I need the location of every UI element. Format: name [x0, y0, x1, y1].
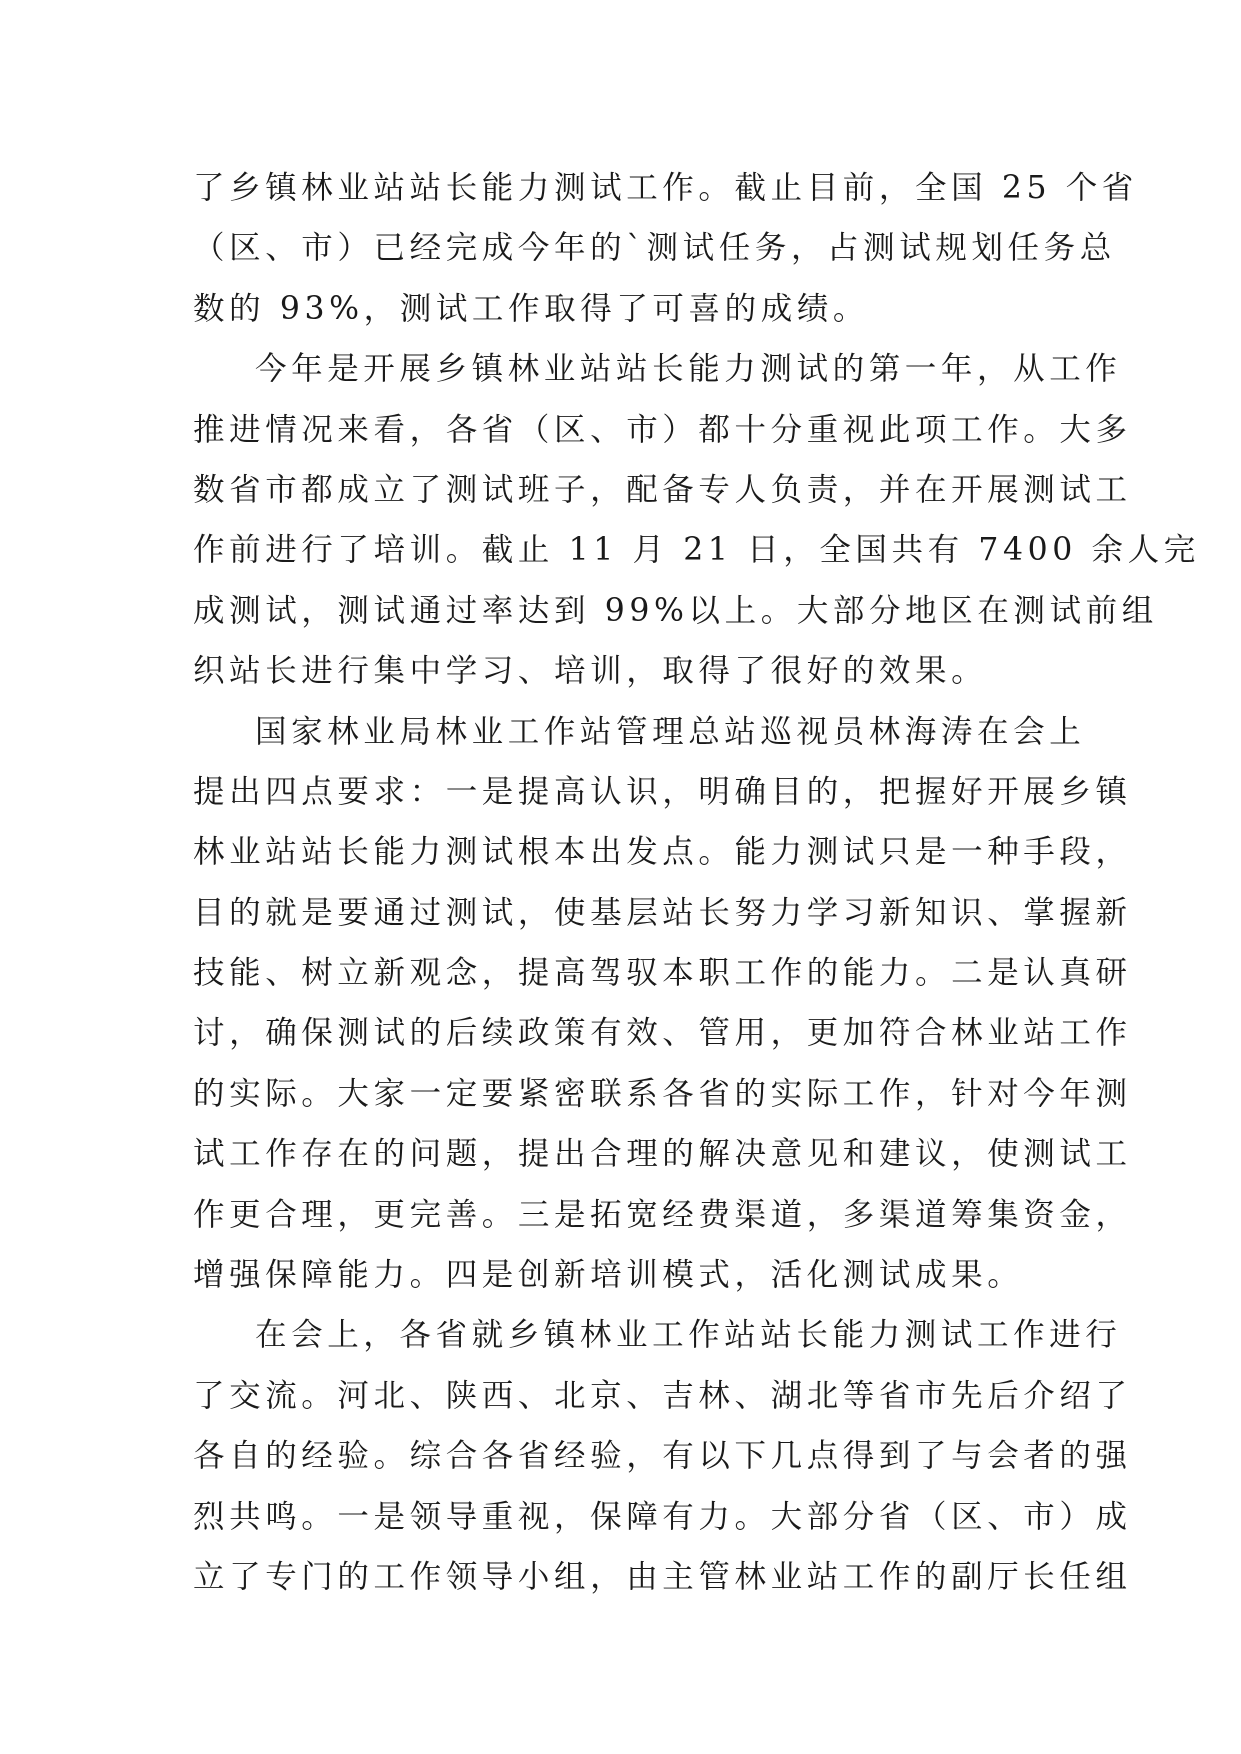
text-line: 数的 93%，测试工作取得了可喜的成绩。: [193, 290, 870, 327]
text-line: 国家林业局林业工作站管理总站巡视员林海涛在会上: [255, 713, 1086, 750]
text-line: （区、市）已经完成今年的`测试任务，占测试规划任务总: [193, 230, 1116, 267]
text-line: 提出四点要求：一是提高认识，明确目的，把握好开展乡镇: [193, 773, 1132, 810]
text-line: 林业站站长能力测试根本出发点。能力测试只是一种手段，: [193, 834, 1132, 871]
text-line: 数省市都成立了测试班子，配备专人负责，并在开展测试工: [193, 471, 1132, 508]
text-line: 讨，确保测试的后续政策有效、管用，更加符合林业站工作: [193, 1015, 1132, 1052]
text-line: 作前进行了培训。截止 11 月 21 日，全国共有 7400 余人完: [193, 532, 1200, 569]
text-line: 各自的经验。综合各省经验，有以下几点得到了与会者的强: [193, 1438, 1132, 1475]
body-text: [193, 158, 1200, 1607]
text-line: 目的就是要通过测试，使基层站长努力学习新知识、掌握新: [193, 894, 1132, 931]
text-line: 在会上，各省就乡镇林业工作站站长能力测试工作进行: [255, 1317, 1122, 1354]
text-line: 立了专门的工作领导小组，由主管林业站工作的副厅长任组: [193, 1558, 1132, 1595]
text-line: 作更合理，更完善。三是拓宽经费渠道，多渠道筹集资金，: [193, 1196, 1132, 1233]
text-line: 推进情况来看，各省（区、市）都十分重视此项工作。大多: [193, 411, 1132, 448]
text-line: 了交流。河北、陕西、北京、吉林、湖北等省市先后介绍了: [193, 1377, 1132, 1414]
text-line: 成测试，测试通过率达到 99%以上。大部分地区在测试前组: [193, 592, 1158, 629]
text-line: 技能、树立新观念，提高驾驭本职工作的能力。二是认真研: [193, 955, 1132, 992]
text-line: 的实际。大家一定要紧密联系各省的实际工作，针对今年测: [193, 1075, 1132, 1112]
text-line: 烈共鸣。一是领导重视，保障有力。大部分省（区、市）成: [193, 1498, 1132, 1535]
text-line: 今年是开展乡镇林业站站长能力测试的第一年，从工作: [255, 351, 1122, 388]
text-line: 增强保障能力。四是创新培训模式，活化测试成果。: [193, 1257, 1024, 1294]
text-line: 了乡镇林业站站长能力测试工作。截止目前，全国 25 个省: [193, 170, 1138, 206]
text-line: 织站长进行集中学习、培训，取得了很好的效果。: [193, 653, 988, 690]
text-line: 试工作存在的问题，提出合理的解决意见和建议，使测试工: [193, 1136, 1132, 1173]
